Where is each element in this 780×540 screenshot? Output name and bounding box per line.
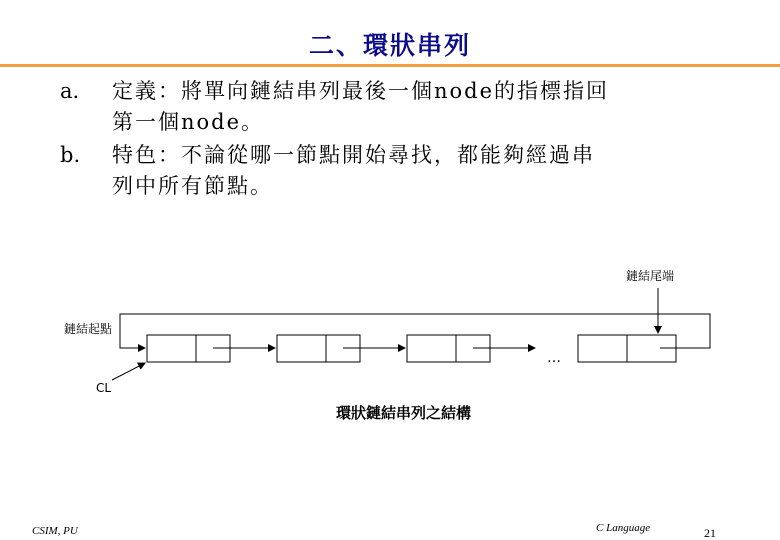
cl-pointer-arrow (112, 363, 145, 380)
bullet-list (60, 76, 740, 204)
bullet-marker: b. (60, 143, 81, 167)
slide-title: 二、環狀串列 (308, 31, 471, 60)
footer-center: C Language (596, 522, 651, 534)
head-label: 鏈結起點 (64, 322, 113, 336)
diagram-caption: 環狀鏈結串列之結構 (336, 404, 472, 422)
tail-label: 鏈結尾端 (626, 269, 675, 283)
bullet-item-b (60, 140, 740, 202)
pointer-label-cl: CL (96, 381, 112, 395)
circular-return-arrow (120, 314, 710, 348)
bullet-text: 特色：不論從哪一節點開始尋找，都能夠經過串 列中所有節點。 (112, 143, 595, 198)
bullet-item-a (60, 76, 740, 138)
title-divider (0, 64, 780, 67)
page-number: 21 (704, 526, 716, 540)
circular-list-diagram (0, 255, 780, 430)
footer-left: CSIM, PU (32, 525, 78, 537)
bullet-marker: a. (60, 79, 80, 103)
ellipsis: … (547, 350, 561, 366)
bullet-text: 定義：將單向鏈結串列最後一個node的指標指回 第一個node。 (112, 79, 610, 134)
